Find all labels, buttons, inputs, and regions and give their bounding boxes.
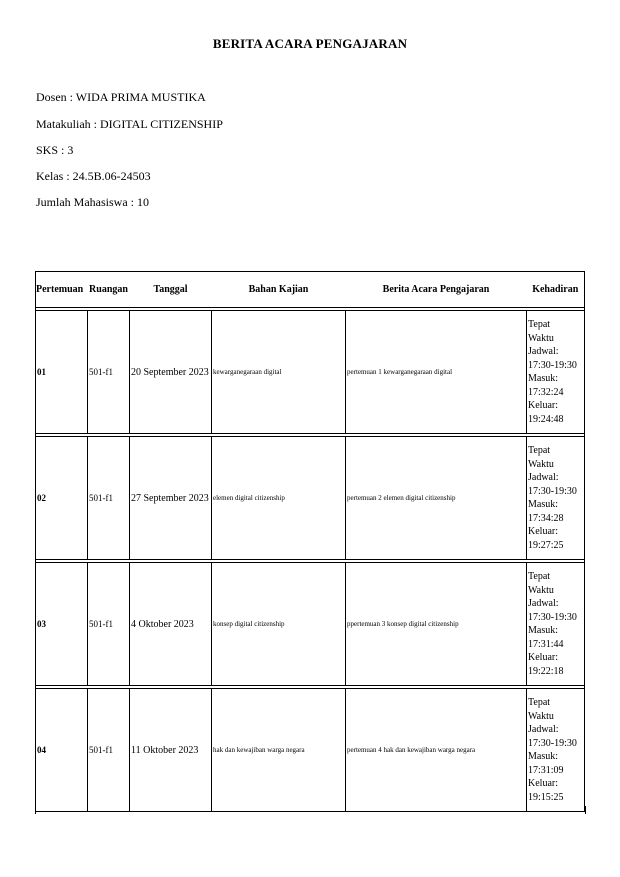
kehadiran-line: Jadwal:: [528, 598, 559, 609]
kehadiran-line: Jadwal:: [528, 472, 559, 483]
kehadiran-line: Masuk:: [528, 751, 558, 762]
kehadiran-line: 19:15:25: [528, 791, 564, 803]
teaching-report-table: [35, 271, 585, 812]
kehadiran-line: Keluar:: [528, 400, 558, 411]
kehadiran-line: Keluar:: [528, 778, 558, 789]
cell-bahan-kajian: hak dan kewajiban warga negara: [212, 689, 346, 812]
cell-tanggal: 11 Oktober 2023: [130, 689, 212, 812]
kehadiran-line: Masuk:: [528, 625, 558, 636]
kehadiran-line: 19:22:18: [528, 665, 564, 677]
table-row: [36, 563, 585, 686]
kehadiran-line: Jadwal:: [528, 724, 559, 735]
kehadiran-line: 19:27:25: [528, 539, 564, 551]
cell-berita-acara: pertemuan 1 kewarganegaraan digital: [346, 311, 527, 434]
kehadiran-line: Waktu: [528, 710, 554, 722]
info-kelas: Kelas : 24.5B.06-24503: [36, 169, 151, 183]
cell-berita-acara: ppertemuan 3 konsep digital citizenship: [346, 563, 527, 686]
table-header-row: [36, 272, 585, 308]
info-jumlah-mahasiswa: Jumlah Mahasiswa : 10: [36, 195, 149, 209]
kehadiran-line: 17:32:24: [528, 386, 564, 398]
cell-ruangan: 501-f1: [88, 437, 130, 560]
cell-berita-acara: pertemuan 4 hak dan kewajiban warga negara: [346, 689, 527, 812]
kehadiran-line: Masuk:: [528, 373, 558, 384]
kehadiran-line: Waktu: [528, 458, 554, 470]
info-sks: SKS : 3: [36, 143, 74, 157]
kehadiran-line: Tepat: [528, 571, 551, 582]
cell-kehadiran: [527, 689, 585, 812]
cell-kehadiran: [527, 563, 585, 686]
kehadiran-line: Waktu: [528, 332, 554, 344]
cell-kehadiran: [527, 311, 585, 434]
kehadiran-line: 17:30-19:30: [528, 737, 577, 749]
cell-tanggal: 4 Oktober 2023: [130, 563, 212, 686]
cell-tanggal: 20 September 2023: [130, 311, 212, 434]
kehadiran-line: 17:30-19:30: [528, 611, 577, 623]
header-pertemuan: Pertemuan: [36, 272, 88, 308]
kehadiran-line: Keluar:: [528, 526, 558, 537]
table-row: [36, 437, 585, 560]
cell-pertemuan: 01: [36, 311, 88, 434]
kehadiran-line: Tepat: [528, 697, 551, 708]
kehadiran-line: 17:30-19:30: [528, 485, 577, 497]
cell-berita-acara: pertemuan 2 elemen digital citizenship: [346, 437, 527, 560]
kehadiran-line: Tepat: [528, 319, 551, 330]
info-matakuliah: Matakuliah : DIGITAL CITIZENSHIP: [36, 117, 223, 131]
cell-bahan-kajian: konsep digital citizenship: [212, 563, 346, 686]
info-dosen: Dosen : WIDA PRIMA MUSTIKA: [36, 90, 206, 104]
kehadiran-line: Jadwal:: [528, 346, 559, 357]
cell-bahan-kajian: elemen digital citizenship: [212, 437, 346, 560]
cell-pertemuan: 03: [36, 563, 88, 686]
cell-pertemuan: 02: [36, 437, 88, 560]
header-berita-acara: Berita Acara Pengajaran: [346, 272, 527, 308]
header-kehadiran: Kehadiran: [527, 272, 585, 308]
table-row: [36, 689, 585, 812]
kehadiran-line: 17:34:28: [528, 512, 564, 524]
kehadiran-line: 19:24:48: [528, 413, 564, 425]
kehadiran-line: Masuk:: [528, 499, 558, 510]
kehadiran-line: 17:31:09: [528, 764, 564, 776]
cell-ruangan: 501-f1: [88, 563, 130, 686]
table-row: [36, 311, 585, 434]
document-title: BERITA ACARA PENGAJARAN: [212, 36, 408, 51]
cell-tanggal: 27 September 2023: [130, 437, 212, 560]
kehadiran-line: Keluar:: [528, 652, 558, 663]
kehadiran-line: Tepat: [528, 445, 551, 456]
kehadiran-line: Waktu: [528, 584, 554, 596]
kehadiran-line: 17:31:44: [528, 638, 564, 650]
cell-ruangan: 501-f1: [88, 689, 130, 812]
cell-kehadiran: [527, 437, 585, 560]
kehadiran-line: 17:30-19:30: [528, 359, 577, 371]
header-tanggal: Tanggal: [130, 272, 212, 308]
header-bahan-kajian: Bahan Kajian: [212, 272, 346, 308]
header-ruangan: Ruangan: [88, 272, 130, 308]
cell-pertemuan: 04: [36, 689, 88, 812]
cell-ruangan: 501-f1: [88, 311, 130, 434]
table-continuation: [35, 806, 586, 814]
cell-bahan-kajian: kewarganegaraan digital: [212, 311, 346, 434]
